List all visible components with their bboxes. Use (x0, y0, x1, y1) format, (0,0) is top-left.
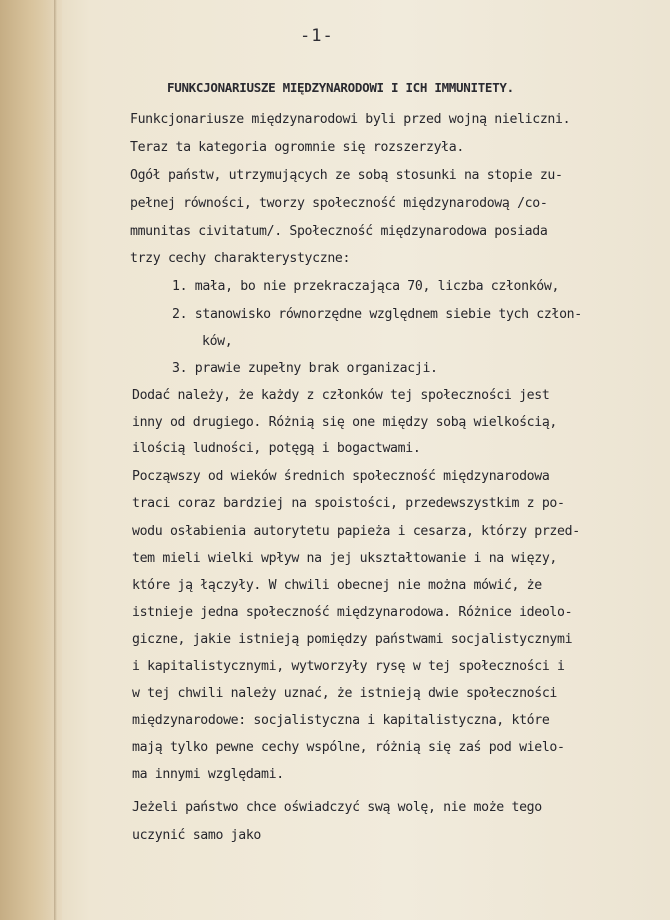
text-line: uczynić samo jako (132, 828, 262, 843)
text-line: które ją łączyły. W chwili obecnej nie można mówić, że (132, 578, 542, 593)
list-item: 2. stanowisko równorzędne względnem siebie tych człon- (172, 307, 582, 322)
text-line: inny od drugiego. Różnią się one między sobą wielkością, (132, 415, 558, 430)
list-item: 1. mała, bo nie przekraczająca 70, liczba członków, (172, 279, 560, 294)
list-item-continuation: ków, (202, 334, 233, 349)
text-line: i kapitalistycznymi, wytworzyły rysę w tej społeczności i (132, 659, 565, 674)
text-line: istnieje jedna społeczność międzynarodowa. Różnice ideolo- (132, 605, 573, 620)
text-line: trzy cechy charakterystyczne: (130, 251, 351, 266)
text-line: międzynarodowe: socjalistyczna i kapitalistyczna, które (132, 713, 550, 728)
document-title: FUNKCJONARIUSZE MIĘDZYNARODOWI I ICH IMMUNITETY. (167, 80, 514, 95)
text-line: Począwszy od wieków średnich społeczność międzynarodowa (132, 469, 550, 484)
text-line: ma innymi względami. (132, 767, 284, 782)
list-item: 3. prawie zupełny brak organizacji. (172, 361, 438, 376)
text-line: giczne, jakie istnieją pomiędzy państwami socjalistycznymi (132, 632, 573, 647)
page-number: -1- (300, 26, 334, 46)
text-line: wodu osłabienia autorytetu papieża i cesarza, którzy przed- (132, 524, 580, 539)
text-line: Ogół państw, utrzymujących ze sobą stosunki na stopie zu- (130, 168, 563, 183)
text-line: Jeżeli państwo chce oświadczyć swą wolę, nie może tego (132, 800, 542, 815)
text-line: pełnej równości, tworzy społeczność międzynarodową /co- (130, 196, 548, 211)
text-line: ilością ludności, potęgą i bogactwami. (132, 441, 421, 456)
text-line: mają tylko pewne cechy wspólne, różnią się zaś pod wielo- (132, 740, 565, 755)
text-line: mmunitas civitatum/. Społeczność międzynarodowa posiada (130, 224, 548, 239)
paper-fold-shadow (54, 0, 57, 920)
text-line: w tej chwili należy uznać, że istnieją dwie społeczności (132, 686, 558, 701)
text-line: Dodać należy, że każdy z członków tej społeczności jest (132, 388, 550, 403)
text-line: traci coraz bardziej na spoistości, przedewszystkim z po- (132, 496, 565, 511)
text-line: tem mieli wielki wpływ na jej ukształtowanie i na więzy, (132, 551, 558, 566)
text-line: Funkcjonariusze międzynarodowi byli przed wojną nieliczni. (130, 112, 571, 127)
paper-left-edge (0, 0, 62, 920)
text-line: Teraz ta kategoria ogromnie się rozszerzyła. (130, 140, 464, 155)
